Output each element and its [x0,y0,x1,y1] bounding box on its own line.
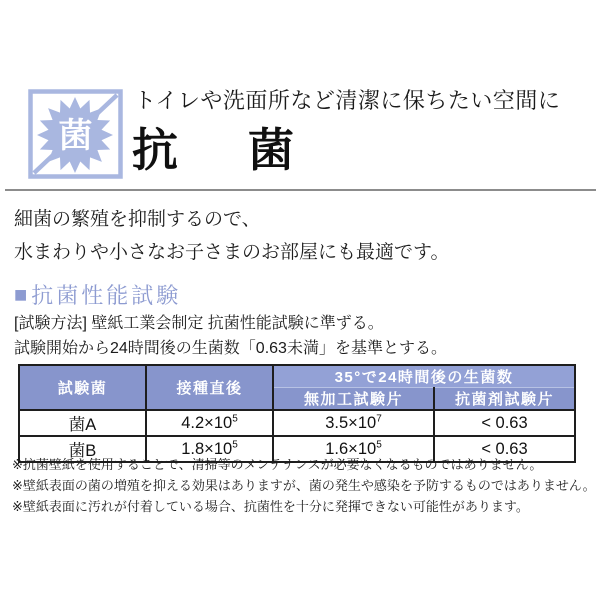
footnote-2: ※壁紙表面の菌の増殖を抑える効果はありますが、菌の発生や感染を予防するものではありません。 [12,477,596,493]
col-header-treated: 抗菌剤試験片 [434,388,575,411]
col-header-bacteria: 試験菌 [19,365,146,410]
value: 1.6×10 [325,439,377,458]
exponent: 7 [376,413,382,424]
header-divider [5,189,596,191]
section-title: 抗菌性能試験 [31,283,182,308]
exponent: 5 [376,439,382,450]
intro-line-1: 細菌の繁殖を抑制するので、 [14,209,261,230]
cell-inoculated [146,410,273,436]
test-method [14,312,447,361]
cell-treated: < 0.63 [434,436,575,462]
col-header-group-24h: 35°で24時間後の生菌数 [273,365,575,388]
badge-kanji: 菌 [58,117,93,155]
footnote-3: ※壁紙表面に汚れが付着している場合、抗菌性を十分に発揮できない可能性があります。 [12,498,529,514]
col-header-immediately-after: 接種直後 [146,365,273,410]
results-table-wrap [18,364,576,463]
table-row-bacteria-a [19,410,575,436]
cell-treated: < 0.63 [434,410,575,436]
cell-untreated [273,410,434,436]
method-line-2: 試験開始から24時間後の生菌数「0.63未満」を基準とする。 [14,339,447,357]
method-line-1: [試験方法] 壁紙工業会制定 抗菌性能試験に準ずる。 [14,315,384,332]
tagline: トイレや洗面所など清潔に保ちたい空間に [134,88,561,113]
page-title: 抗 菌 [132,124,306,176]
no-bacteria-icon [28,89,123,179]
footnotes [12,455,596,517]
col-header-untreated: 無加工試験片 [273,388,434,411]
intro-text [14,203,449,269]
section-square-icon: ■ [14,281,31,307]
value: 4.2×10 [181,413,233,432]
intro-line-2: 水まわりや小さなお子さまのお部屋にも最適です。 [14,242,450,263]
footnote-1: ※抗菌壁紙を使用することで、清掃等のメンテナンスが必要なくなるものではありません。 [12,457,543,472]
exponent: 5 [232,413,238,424]
cell-name: 菌B [19,436,146,462]
value: 3.5×10 [325,413,377,432]
value: 1.8×10 [181,439,233,458]
antibacterial-results-table [18,364,576,463]
section-heading [14,279,181,310]
exponent: 5 [232,439,238,450]
cell-name: 菌A [19,410,146,436]
